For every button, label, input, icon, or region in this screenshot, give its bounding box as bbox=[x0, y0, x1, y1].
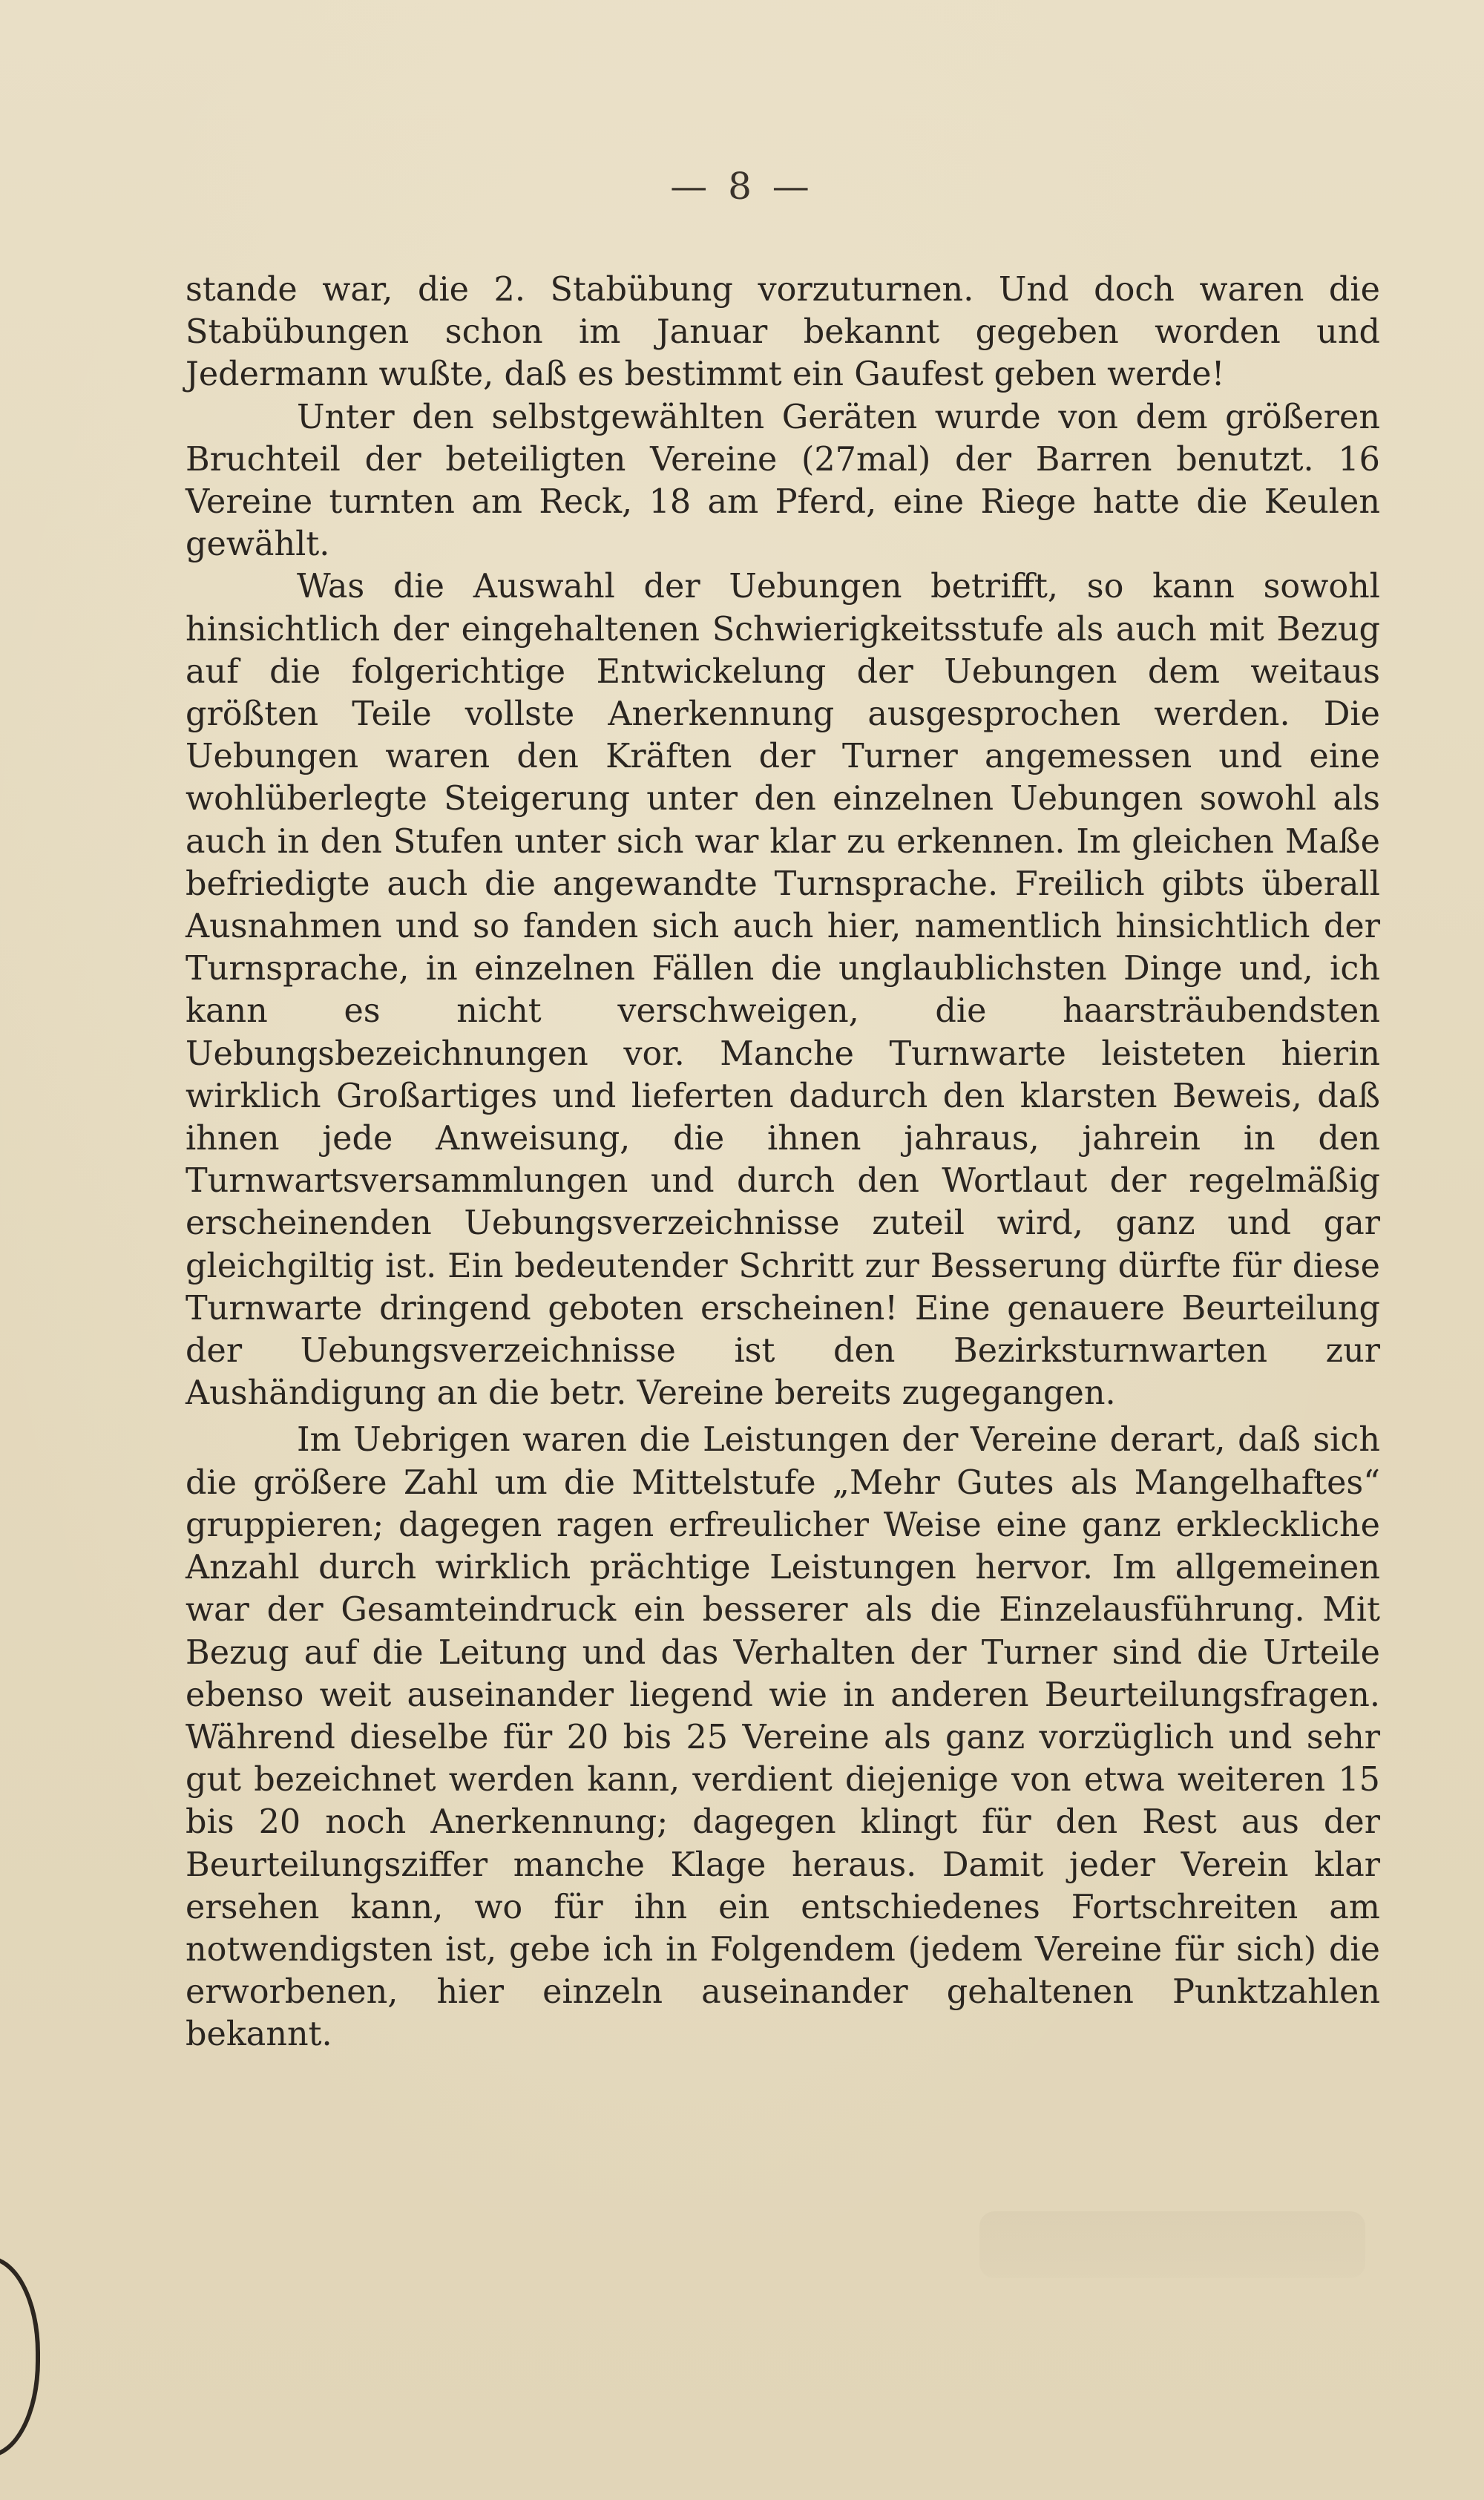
body-text bbox=[186, 269, 1380, 2056]
bleed-through-shadow bbox=[979, 2211, 1365, 2278]
page-number: — 8 — bbox=[670, 165, 814, 208]
paragraph-performance-summary: Im Uebrigen waren die Leistungen der Vereine derart, daß sich die größere Zahl um die Mittelstufe „Mehr Gutes als Mangelhaftes“ gruppieren; dagegen ragen erfreulicher Weise eine ganz erkleckliche Anzahl durch wirklich prächtige Leistungen hervor. Im allgemeinen war der Gesamteindruck ein besserer als die Einzelausführung. Mit Bezug auf die Leitung und das Verhalten der Turner sind die Urteile ebenso weit auseinander liegend wie in anderen Beurteilungsfragen. Während dieselbe für 20 bis 25 Vereine als ganz vorzüglich und sehr gut bezeichnet werden kann, verdient diejenige von etwa weiteren 15 bis 20 noch Anerkennung; dagegen klingt für den Rest aus der Beurteilungsziffer manche Klage heraus. Damit jeder Verein klar ersehen kann, wo für ihn ein entschiedenes Fortschreiten am notwendigsten ist, gebe ich in Folgendem (jedem Vereine für sich) die erworbenen, hier einzeln auseinander gehaltenen Punktzahlen bekannt. bbox=[186, 1421, 1380, 2054]
paragraph-apparatus-choice: Unter den selbstgewählten Geräten wurde von dem größeren Bruchteil der beteiligten Vereine (27mal) der Barren benutzt. 16 Vereine turnten am Reck, 18 am Pferd, eine Riege hatte die Keulen gewählt. bbox=[186, 398, 1380, 564]
paragraph-exercise-selection: Was die Auswahl der Uebungen betrifft, so kann sowohl hinsichtlich der eingehaltenen Schwierigkeitsstufe als auch mit Bezug auf die folgerichtige Entwickelung der Uebungen dem weitaus größten Teile vollste Anerkennung ausgesprochen werden. Die Uebungen waren den Kräften der Turner angemessen und eine wohlüberlegte Steigerung unter den einzelnen Uebungen sowohl als auch in den Stufen unter sich war klar zu erkennen. Im gleichen Maße befriedigte auch die angewandte Turnsprache. Freilich gibts überall Ausnahmen und so fanden sich auch hier, namentlich hinsichtlich der Turnsprache, in einzelnen Fällen die unglaublichsten Dinge und, ich kann es nicht verschweigen, die haarsträubendsten Uebungsbezeichnungen vor. Manche Turnwarte leisteten hierin wirklich Großartiges und lieferten dadurch den klarsten Beweis, daß ihnen jede Anweisung, die ihnen jahraus, jahrein in den Turnwartsversammlungen und durch den Wortlaut der regelmäßig erscheinenden Uebungsverzeichnisse zuteil wird, ganz und gar gleichgiltig ist. Ein bedeutender Schritt zur Besserung dürfte für diese Turnwarte dringend geboten erscheinen! Eine genauere Beurteilung der Uebungsverzeichnisse ist den Bezirksturnwarten zur Aushändigung an die betr. Vereine bereits zugegangen. bbox=[186, 568, 1380, 1413]
binding-edge-mark bbox=[0, 2256, 40, 2458]
paragraph-continuation: stande war, die 2. Stabübung vorzuturnen. Und doch waren die Stabübungen schon im Januar bekannt gegeben worden und Jedermann wußte, daß es bestimmt ein Gaufest geben werde! bbox=[186, 271, 1380, 394]
